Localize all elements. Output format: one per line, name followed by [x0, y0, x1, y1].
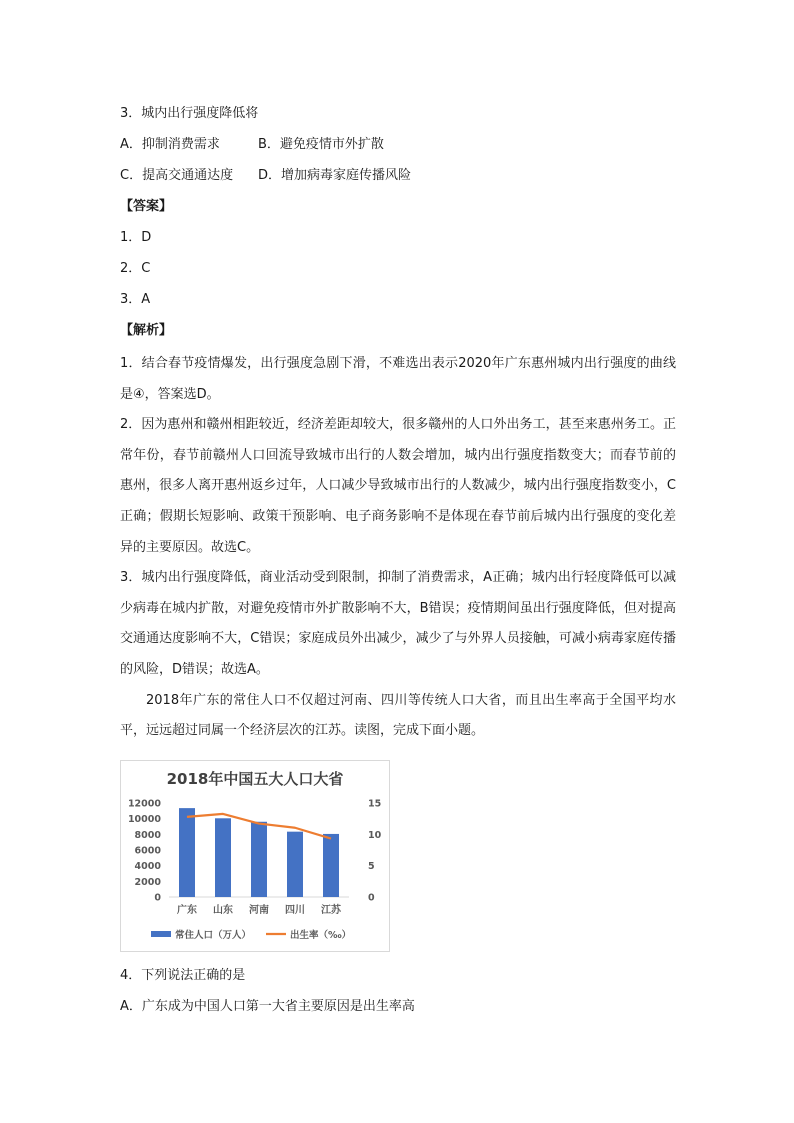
y-left-tick-label: 0 [154, 892, 161, 904]
x-tick-label: 山东 [213, 905, 233, 916]
y-left-tick-label: 12000 [127, 798, 161, 810]
analysis-body [120, 349, 676, 747]
answer-heading: 【答案】 [120, 199, 173, 214]
question-3-option-d: D．增加病毒家庭传播风险 [258, 168, 412, 183]
answer-2: 2．C [120, 261, 151, 276]
analysis-paragraph-1: 1．结合春节疫情爆发，出行强度急剧下滑，不难选出表示2020年广东惠州城内出行强度的曲线是④，答案选D。 [120, 356, 676, 402]
analysis-heading: 【解析】 [120, 323, 173, 338]
bar-四川 [287, 832, 303, 897]
x-tick-label: 广东 [177, 905, 197, 916]
population-chart [120, 760, 390, 952]
question-3-stem: 3．城内出行强度降低将 [120, 106, 259, 121]
bar-江苏 [323, 834, 339, 897]
legend-swatch-population [151, 931, 171, 937]
question-4-stem: 4．下列说法正确的是 [120, 968, 246, 983]
answer-1: 1．D [120, 230, 152, 245]
x-tick-label: 河南 [249, 905, 269, 916]
analysis-paragraph-3: 3．城内出行强度降低，商业活动受到限制，抑制了消费需求，A正确；城内出行轻度降低可以减少病毒在城内扩散，对避免疫情市外扩散影响不大，B错误；疫情期间虽出行强度降低，但对提高交通通达度影响不大，C错误；家庭成员外出减少，减少了与外界人员接触，可减小病毒家庭传播的风险，D错误；故选A。 [120, 570, 676, 677]
y-left-tick-label: 10000 [127, 814, 161, 826]
analysis-paragraph-2: 2．因为惠州和赣州相距较近，经济差距却较大，很多赣州的人口外出务工，甚至来惠州务工。正常年份，春节前赣州人口回流导致城市出行的人数会增加，城内出行强度指数变大；而春节前的惠州，很多人离开惠州返乡过年，人口减少导致城市出行的人数减少，城内出行强度指数变小，C正确；假期长短影响、政策干预影响、电子商务影响不是体现在春节前后城内出行强度的变化差异的主要原因。故选C。 [120, 417, 676, 555]
question-3-option-a: A．抑制消费需求 [120, 137, 220, 152]
y-right-tick-label: 5 [368, 861, 375, 873]
y-left-tick-label: 8000 [134, 829, 161, 841]
bar-山东 [215, 818, 231, 897]
y-right-tick-label: 15 [368, 798, 382, 810]
question-3-option-c: C．提高交通通达度 [120, 168, 234, 183]
y-right-tick-label: 10 [368, 829, 382, 841]
intro-paragraph: 2018年广东的常住人口不仅超过河南、四川等传统人口大省，而且出生率高于全国平均水平，远远超过同属一个经济层次的江苏。读图，完成下面小题。 [120, 692, 676, 739]
y-right-tick-label: 0 [368, 892, 375, 904]
legend-label-birth-rate: 出生率（‰） [290, 930, 352, 941]
question-3-option-b: B．避免疫情市外扩散 [258, 137, 384, 152]
question-4-option-a: A．广东成为中国人口第一大省主要原因是出生率高 [120, 999, 415, 1014]
legend-label-population: 常住人口（万人） [175, 930, 252, 941]
answer-3: 3．A [120, 292, 151, 307]
bar-广东 [179, 808, 195, 897]
x-tick-label: 四川 [285, 905, 305, 916]
bar-河南 [251, 822, 267, 897]
chart-svg [121, 761, 389, 951]
y-left-tick-label: 6000 [134, 845, 161, 857]
x-tick-label: 江苏 [321, 905, 341, 916]
y-left-tick-label: 4000 [134, 861, 161, 873]
y-left-tick-label: 2000 [134, 876, 161, 888]
chart-title: 2018年中国五大人口大省 [166, 770, 344, 788]
